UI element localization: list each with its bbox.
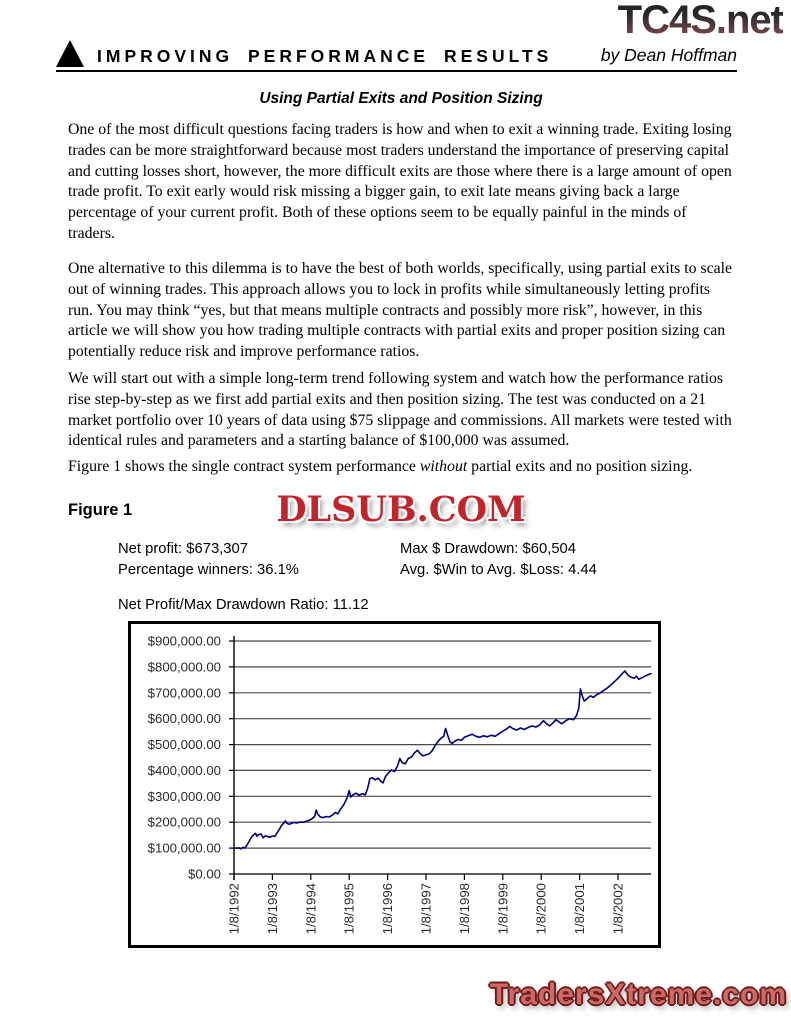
paragraph-3: We will start out with a simple long-term trend following system and watch how the performance ratios rise step-by-step as we first add partial exits and then position sizing. The test was conducted on a 21 market portfolio over 10 years of data using $75 slippage and commissions. All markets were tested with identical rules and parameters and a starting balance of $100,000 was assumed. [68,370,732,450]
paragraph-1: One of the most difficult questions facing traders is how and when to exit a winning trade. Exiting losing trades can be more straightforward because most traders understand the importance of preserving capital and cutting losses short, however, the more difficult exits are those where there is a large amount of open trade profit. To exit early would risk missing a bigger gain, to exit late means giving back a large percentage of your current profit. Both of these options seem to be equally painful in the minds of traders. [68,121,732,242]
svg-text:$700,000.00: $700,000.00 [147,685,221,701]
svg-text:1/8/1998: 1/8/1998 [456,883,472,935]
svg-text:1/8/1997: 1/8/1997 [418,883,434,935]
svg-text:1/8/1996: 1/8/1996 [380,883,396,935]
article-title: Using Partial Exits and Position Sizing [259,90,543,107]
figure-note-post: partial exits and no position sizing. [467,458,693,475]
svg-text:1/8/1995: 1/8/1995 [341,883,357,935]
page-header [56,40,737,72]
paragraph-4 [68,457,736,478]
svg-text:1/8/1993: 1/8/1993 [264,883,280,935]
svg-text:1/8/2001: 1/8/2001 [572,883,588,935]
figure-note-italic: without [419,458,468,475]
figure-stats [118,540,698,580]
svg-text:$500,000.00: $500,000.00 [147,737,221,753]
stat-ratio: Net Profit/Max Drawdown Ratio: 11.12 [118,597,369,613]
svg-text:1/8/2000: 1/8/2000 [533,883,549,935]
figure-note-pre: Figure 1 shows the single contract system performance [68,458,420,475]
svg-text:1/8/1992: 1/8/1992 [226,883,242,935]
svg-text:$0.00: $0.00 [187,866,221,882]
stat-max-drawdown: Max $ Drawdown: $60,504 [400,541,577,557]
svg-text:$200,000.00: $200,000.00 [147,814,221,830]
svg-text:$400,000.00: $400,000.00 [147,762,221,778]
dlsub-watermark: DLSUB.COM [276,489,526,530]
svg-text:$300,000.00: $300,000.00 [147,788,221,804]
equity-curve-figure [128,621,661,948]
svg-text:1/8/1994: 1/8/1994 [303,883,319,935]
header-title: IMPROVING PERFORMANCE RESULTS [97,46,553,66]
stat-pct-winners: Percentage winners: 36.1% [118,561,299,578]
figure-label: Figure 1 [68,501,133,519]
svg-text:$100,000.00: $100,000.00 [147,840,221,856]
svg-text:1/8/2002: 1/8/2002 [610,883,626,935]
tc4s-logo: TC4S.net [617,0,783,42]
tradersxtreme-watermark: TradersXtreme.com [489,978,787,1011]
svg-text:$900,000.00: $900,000.00 [147,633,221,649]
equity-chart-svg [131,624,658,945]
stat-avg-win-loss: Avg. $Win to Avg. $Loss: 4.44 [400,561,597,578]
header-byline: by Dean Hoffman [600,45,737,65]
svg-text:1/8/1999: 1/8/1999 [495,883,511,935]
svg-text:$600,000.00: $600,000.00 [147,711,221,727]
svg-text:$800,000.00: $800,000.00 [147,659,221,675]
paragraph-2: One alternative to this dilemma is to have the best of both worlds, specifically, using partial exits to scale out of winning trades. This approach allows you to lock in profits while simultaneously letting profits run. You may think “yes, but that means multiple contracts and possibly more risk”, however, in this article we will show you how trading multiple contracts with partial exits and proper position sizing can potentially reduce risk and improve performance ratios. [68,260,733,361]
triangle-icon [56,40,84,67]
stat-net-profit: Net profit: $673,307 [118,541,248,557]
